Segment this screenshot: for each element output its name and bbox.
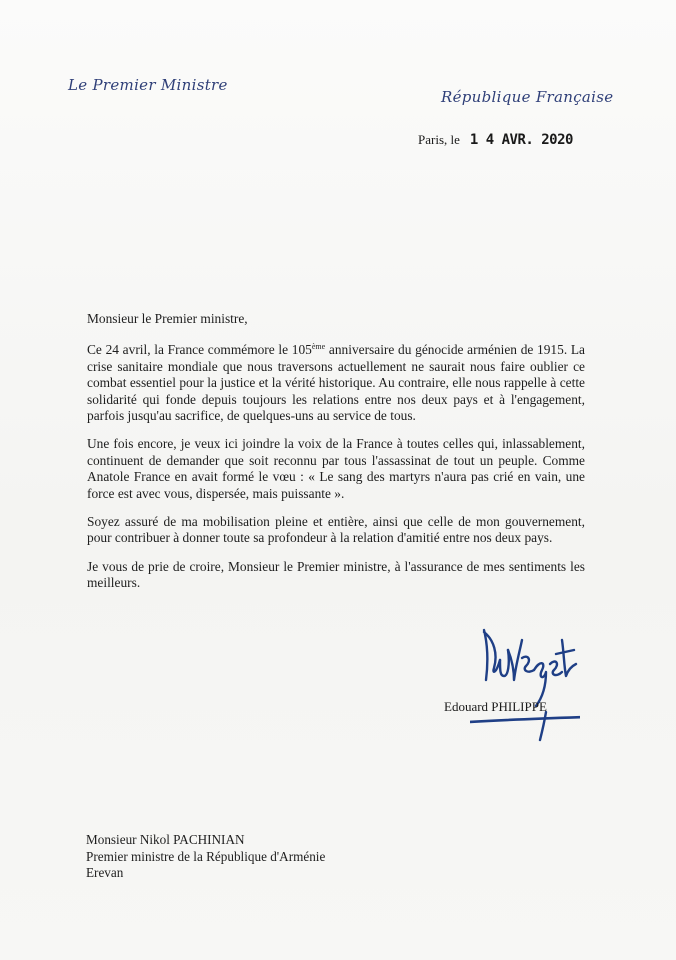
letterhead-republique-francaise: République Française: [441, 88, 614, 106]
paragraph-1: [87, 342, 585, 424]
recipient-address: [86, 832, 325, 882]
paragraph-4: Je vous de prie de croire, Monsieur le Premier ministre, à l'assurance de mes sentiments les meilleurs.: [87, 558, 585, 591]
dateline: [418, 132, 573, 148]
recipient-title: Premier ministre de la République d'Arménie: [86, 848, 326, 864]
signature-ink: [470, 630, 580, 740]
paragraph-1-start: Ce 24 avril, la France commémore le 105: [87, 342, 312, 358]
recipient-name: Monsieur Nikol PACHINIAN: [86, 832, 245, 847]
paragraph-2: Une fois encore, je veux ici joindre la voix de la France à toutes celles qui, inlassablement, continuent de demander que soit reconnu par tous l'assassinat de tout un peuple. Comme Anatole France en avait formé le vœu : « Le sang des martyrs n'aura pas crié en vain, une force est avec vous, dispersée, mais puissante ».: [87, 436, 585, 501]
date-stamp: 1 4 AVR. 2020: [469, 132, 573, 148]
ordinal-suffix: ème: [311, 342, 326, 352]
letterhead-premier-ministre: Le Premier Ministre: [68, 76, 228, 94]
paragraph-3: Soyez assuré de ma mobilisation pleine et entière, ainsi que celle de mon gouvernement, pour contribuer à donner toute sa profondeur à la relation d'amitié entre nos deux pays.: [87, 514, 585, 546]
paragraph-1-rest: anniversaire du génocide arménien de 1915. La crise sanitaire mondiale que nous traversons actuellement ne saurait nous faire oublier ce combat essentiel pour la justice et la vérité historique. Au contraire, elle nous rappelle à cette solidarité qui fonde depuis toujours les relations entre nos deux pays et à l'engagement, parfois jusqu'au sacrifice, de quelques-uns au service de tous.: [87, 342, 586, 424]
letter-body: [87, 311, 585, 604]
dateline-place: Paris, le: [418, 132, 460, 147]
handwritten-signature: [470, 620, 580, 742]
recipient-city: Erevan: [86, 865, 124, 881]
salutation: Monsieur le Premier ministre,: [87, 311, 248, 326]
signatory-name: Edouard PHILIPPE: [444, 699, 547, 714]
